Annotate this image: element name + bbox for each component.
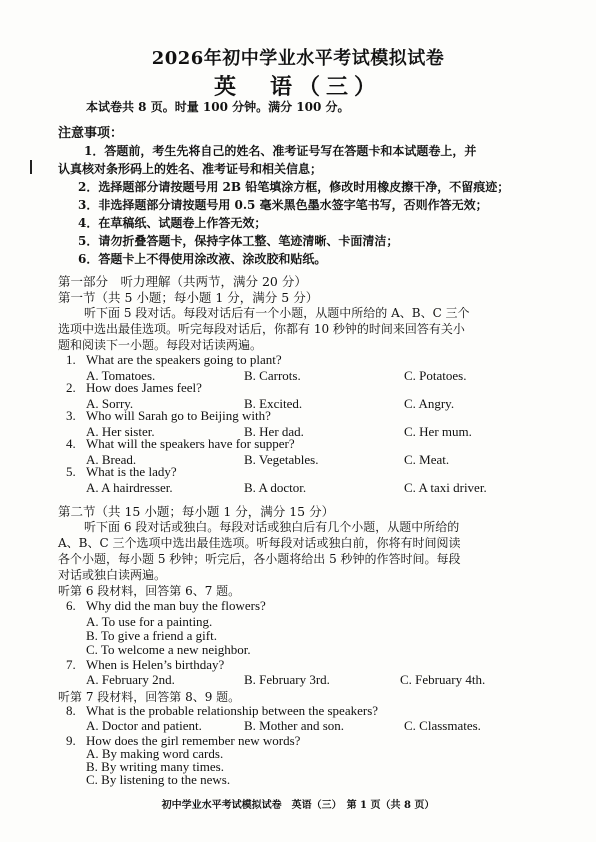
- option-a: A. Tomatoes.: [86, 368, 156, 383]
- section1-heading: 第一节（共 5 小题；每小题 1 分，满分 5 分）: [58, 290, 319, 305]
- material-6-label: 听第 6 段材料，回答第 6、7 题。: [58, 584, 241, 598]
- option-c: C. A taxi driver.: [404, 480, 487, 495]
- question-number: 3.: [66, 408, 76, 423]
- question-text: What is the lady?: [86, 464, 177, 479]
- notice-item: 1．答题前，考生先将自己的姓名、准考证号写在答题卡和本试题卷上，并: [84, 144, 477, 158]
- question-number: 8.: [66, 703, 76, 718]
- option-c: C. Angry.: [404, 396, 455, 411]
- option-b: B. Excited.: [244, 396, 303, 411]
- option-b: B. Vegetables.: [244, 452, 319, 467]
- question-number: 6.: [66, 598, 76, 613]
- question-text: When is Helen’s birthday?: [86, 657, 225, 672]
- option-a: A. Her sister.: [86, 424, 155, 439]
- part1-heading: 第一部分 听力理解（共两节，满分 20 分）: [58, 274, 307, 289]
- section1-instruction: 选项中选出最佳选项。听完每段对话后，你都有 10 秒钟的时间来回答有关小: [58, 322, 465, 336]
- question-text: Why did the man buy the flowers?: [86, 598, 266, 613]
- question-number: 4.: [66, 436, 76, 451]
- option-c: C. Meat.: [404, 452, 450, 467]
- section2-heading: 第二节（共 15 小题；每小题 1 分，满分 15 分）: [58, 504, 335, 519]
- option-c: C. To welcome a new neighbor.: [86, 642, 251, 657]
- notice-item: 认真核对条形码上的姓名、准考证号和相关信息；: [58, 162, 323, 176]
- question-number: 1.: [66, 352, 76, 367]
- exam-title: 2026年初中学业水平考试模拟试卷: [151, 48, 445, 69]
- section2-instruction: 各个小题，每小题 5 秒钟；听完后，各小题将给出 5 秒钟的作答时间。每段: [58, 552, 461, 566]
- option-a: A. Doctor and patient.: [86, 718, 202, 733]
- question-text: How does James feel?: [86, 380, 202, 395]
- option-b: B. By writing many times.: [86, 759, 224, 774]
- option-a: A. Bread.: [86, 452, 137, 467]
- notice-item: 3．非选择题部分请按题号用 0.5 毫米黑色墨水签字笔书写，否则作答无效；: [78, 198, 488, 212]
- section2-instruction: A、B、C 三个选项中选出最佳选项。听每段对话或独白前，你将有时间阅读: [58, 536, 461, 550]
- page-footer: 初中学业水平考试模拟试卷 英语（三） 第 1 页（共 8 页）: [161, 800, 435, 811]
- option-c: C. February 4th.: [400, 672, 486, 687]
- option-a: A. Sorry.: [86, 396, 134, 411]
- section1-instruction: 听下面 5 段对话。每段对话后有一个小题，从题中所给的 A、B、C 三个: [84, 306, 470, 320]
- option-b: B. A doctor.: [244, 480, 307, 495]
- margin-mark: [30, 160, 32, 174]
- exam-meta: 本试卷共 8 页。时量 100 分钟。满分 100 分。: [86, 100, 350, 114]
- question-text: Who will Sarah go to Beijing with?: [86, 408, 271, 423]
- option-b: B. To give a friend a gift.: [86, 628, 217, 643]
- notice-item: 4．在草稿纸、试题卷上作答无效；: [78, 216, 267, 230]
- material-7-label: 听第 7 段材料，回答第 8、9 题。: [58, 690, 241, 704]
- subject-title: 英 语（三）: [213, 74, 382, 100]
- question-number: 7.: [66, 657, 76, 672]
- option-a: A. By making word cards.: [86, 746, 224, 761]
- question-number: 5.: [66, 464, 76, 479]
- question-text: What will the speakers have for supper?: [86, 436, 295, 451]
- notice-item: 2．选择题部分请按题号用 2B 铅笔填涂方框，修改时用橡皮擦干净，不留痕迹；: [78, 180, 510, 194]
- question-text: How does the girl remember new words?: [86, 733, 301, 748]
- question-number: 2.: [66, 380, 76, 395]
- notice-item: 6．答题卡上不得使用涂改液、涂改胶和贴纸。: [78, 252, 327, 266]
- question-text: What are the speakers going to plant?: [86, 352, 282, 367]
- option-c: C. Her mum.: [404, 424, 472, 439]
- option-c: C. Potatoes.: [404, 368, 467, 383]
- option-b: B. Mother and son.: [244, 718, 345, 733]
- section1-instruction: 题和阅读下一小题。每段对话读两遍。: [58, 338, 263, 352]
- option-b: B. Her dad.: [244, 424, 304, 439]
- option-c: C. Classmates.: [404, 718, 481, 733]
- section2-instruction: 对话或独白读两遍。: [58, 568, 167, 582]
- option-a: A. February 2nd.: [86, 672, 175, 687]
- section2-instruction: 听下面 6 段对话或独白。每段对话或独白后有几个小题，从题中所给的: [84, 520, 460, 534]
- notice-item: 5．请勿折叠答题卡，保持字体工整、笔迹清晰、卡面清洁；: [78, 234, 399, 248]
- option-b: B. Carrots.: [244, 368, 301, 383]
- option-a: A. To use for a painting.: [86, 614, 213, 629]
- option-b: B. February 3rd.: [244, 672, 330, 687]
- option-a: A. A hairdresser.: [86, 480, 173, 495]
- option-c: C. By listening to the news.: [86, 772, 231, 787]
- question-text: What is the probable relationship between the speakers?: [86, 703, 379, 718]
- notice-heading: 注意事项：: [58, 126, 124, 141]
- question-number: 9.: [66, 733, 76, 748]
